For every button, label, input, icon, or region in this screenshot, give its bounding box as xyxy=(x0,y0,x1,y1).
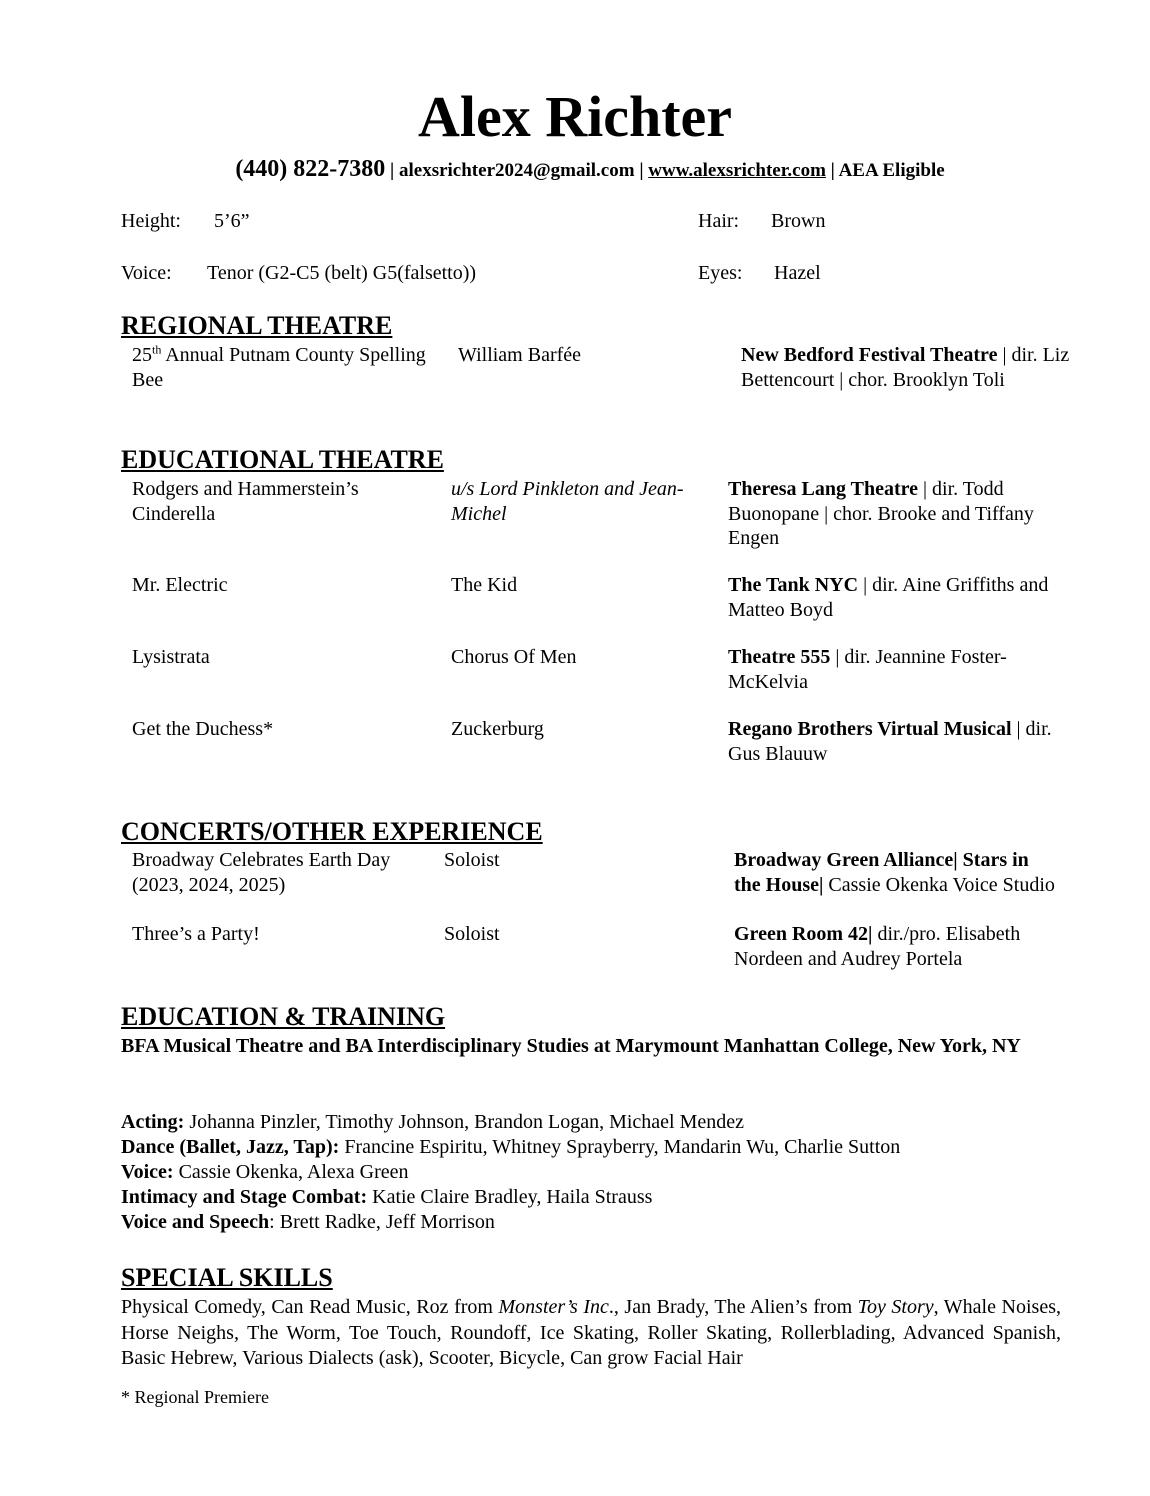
height-label: Height: xyxy=(121,210,181,232)
training-list xyxy=(121,1110,1066,1235)
separator: | xyxy=(385,160,399,181)
section-heading-skills: SPECIAL SKILLS xyxy=(121,1263,333,1292)
section-heading-concerts: CONCERTS/OTHER EXPERIENCE xyxy=(121,817,543,846)
degree: BFA Musical Theatre and BA Interdisciplinary Studies at Marymount Manhattan College, New York, NY xyxy=(121,1035,1021,1057)
section-heading-regional: REGIONAL THEATRE xyxy=(121,311,393,340)
section-heading-education: EDUCATION & TRAINING xyxy=(121,1002,446,1031)
height-value: 5’6” xyxy=(214,210,250,232)
venue-credits: Theresa Lang Theatre | dir. Todd Buonopane | chor. Brooke and Tiffany Engen xyxy=(728,478,1034,549)
resume-name: Alex Richter xyxy=(417,84,733,149)
contact-line xyxy=(0,154,1150,186)
show-title: Broadway Celebrates Earth Day (2023, 2024, 2025) xyxy=(132,849,391,896)
role-name: The Kid xyxy=(451,574,518,596)
show-title: Get the Duchess* xyxy=(132,718,274,740)
venue-credits: Theatre 555 | dir. Jeannine Foster-McKelvia xyxy=(728,646,1007,693)
phone-number: (440) 822-7380 xyxy=(235,156,386,182)
section-heading-educational: EDUCATIONAL THEATRE xyxy=(121,445,444,474)
training-item: Acting: Johanna Pinzler, Timothy Johnson, Brandon Logan, Michael Mendez xyxy=(121,1111,745,1133)
hair-value: Brown xyxy=(771,210,826,232)
role-name: Chorus Of Men xyxy=(451,646,577,668)
venue-credits: Broadway Green Alliance| Stars in the House| Cassie Okenka Voice Studio xyxy=(734,849,1055,896)
venue-credits: New Bedford Festival Theatre | dir. Liz Bettencourt | chor. Brooklyn Toli xyxy=(741,344,1070,391)
venue-credits: Regano Brothers Virtual Musical | dir. Gus Blauuw xyxy=(728,718,1052,765)
training-item: Intimacy and Stage Combat: Katie Claire Bradley, Haila Strauss xyxy=(121,1186,653,1208)
hair-label: Hair: xyxy=(698,210,740,232)
role-name: Zuckerburg xyxy=(451,718,544,740)
role-name: William Barfée xyxy=(458,344,582,366)
training-item: Voice and Speech: Brett Radke, Jeff Morrison xyxy=(121,1211,495,1233)
venue-credits: The Tank NYC | dir. Aine Griffiths and Matteo Boyd xyxy=(728,574,1049,621)
role-name: u/s Lord Pinkleton and Jean-Michel xyxy=(451,478,684,525)
training-item: Dance (Ballet, Jazz, Tap): Francine Espiritu, Whitney Sprayberry, Mandarin Wu, Charlie Sutton xyxy=(121,1136,901,1158)
eyes-label: Eyes: xyxy=(698,262,743,284)
eyes-value: Hazel xyxy=(774,262,821,284)
role-name: Soloist xyxy=(444,923,500,945)
voice-label: Voice: xyxy=(121,262,172,284)
role-name: Soloist xyxy=(444,849,500,871)
email-address[interactable]: alexsrichter2024@gmail.com xyxy=(398,160,635,181)
footnote: * Regional Premiere xyxy=(121,1387,269,1407)
website-link[interactable]: www.alexsrichter.com xyxy=(648,160,826,181)
skills-text: Physical Comedy, Can Read Music, Roz from Monster’s Inc., Jan Brady, The Alien’s from Toy Story, Whale Noises, Horse Neighs, The Worm, Toe Touch, Roundoff, Ice Skating, Roller Skating, Rollerblading, Advanced Spanish, Basic Hebrew, Various Dialects (ask), Scooter, Bicycle, Can grow Facial Hair xyxy=(121,1296,1061,1369)
show-title: Lysistrata xyxy=(132,646,210,668)
show-title: 25th Annual Putnam County Spelling Bee xyxy=(132,342,426,391)
voice-value: Tenor (G2-C5 (belt) G5(falsetto)) xyxy=(207,262,477,284)
union-status: AEA Eligible xyxy=(838,160,945,181)
training-item: Voice: Cassie Okenka, Alexa Green xyxy=(121,1161,409,1183)
venue-credits: Green Room 42| dir./pro. Elisabeth Nordeen and Audrey Portela xyxy=(734,923,1021,970)
show-title: Three’s a Party! xyxy=(132,923,260,945)
separator: | xyxy=(634,160,649,181)
show-title: Rodgers and Hammerstein’s Cinderella xyxy=(132,478,359,525)
show-title: Mr. Electric xyxy=(132,574,228,596)
separator: | xyxy=(825,160,839,181)
